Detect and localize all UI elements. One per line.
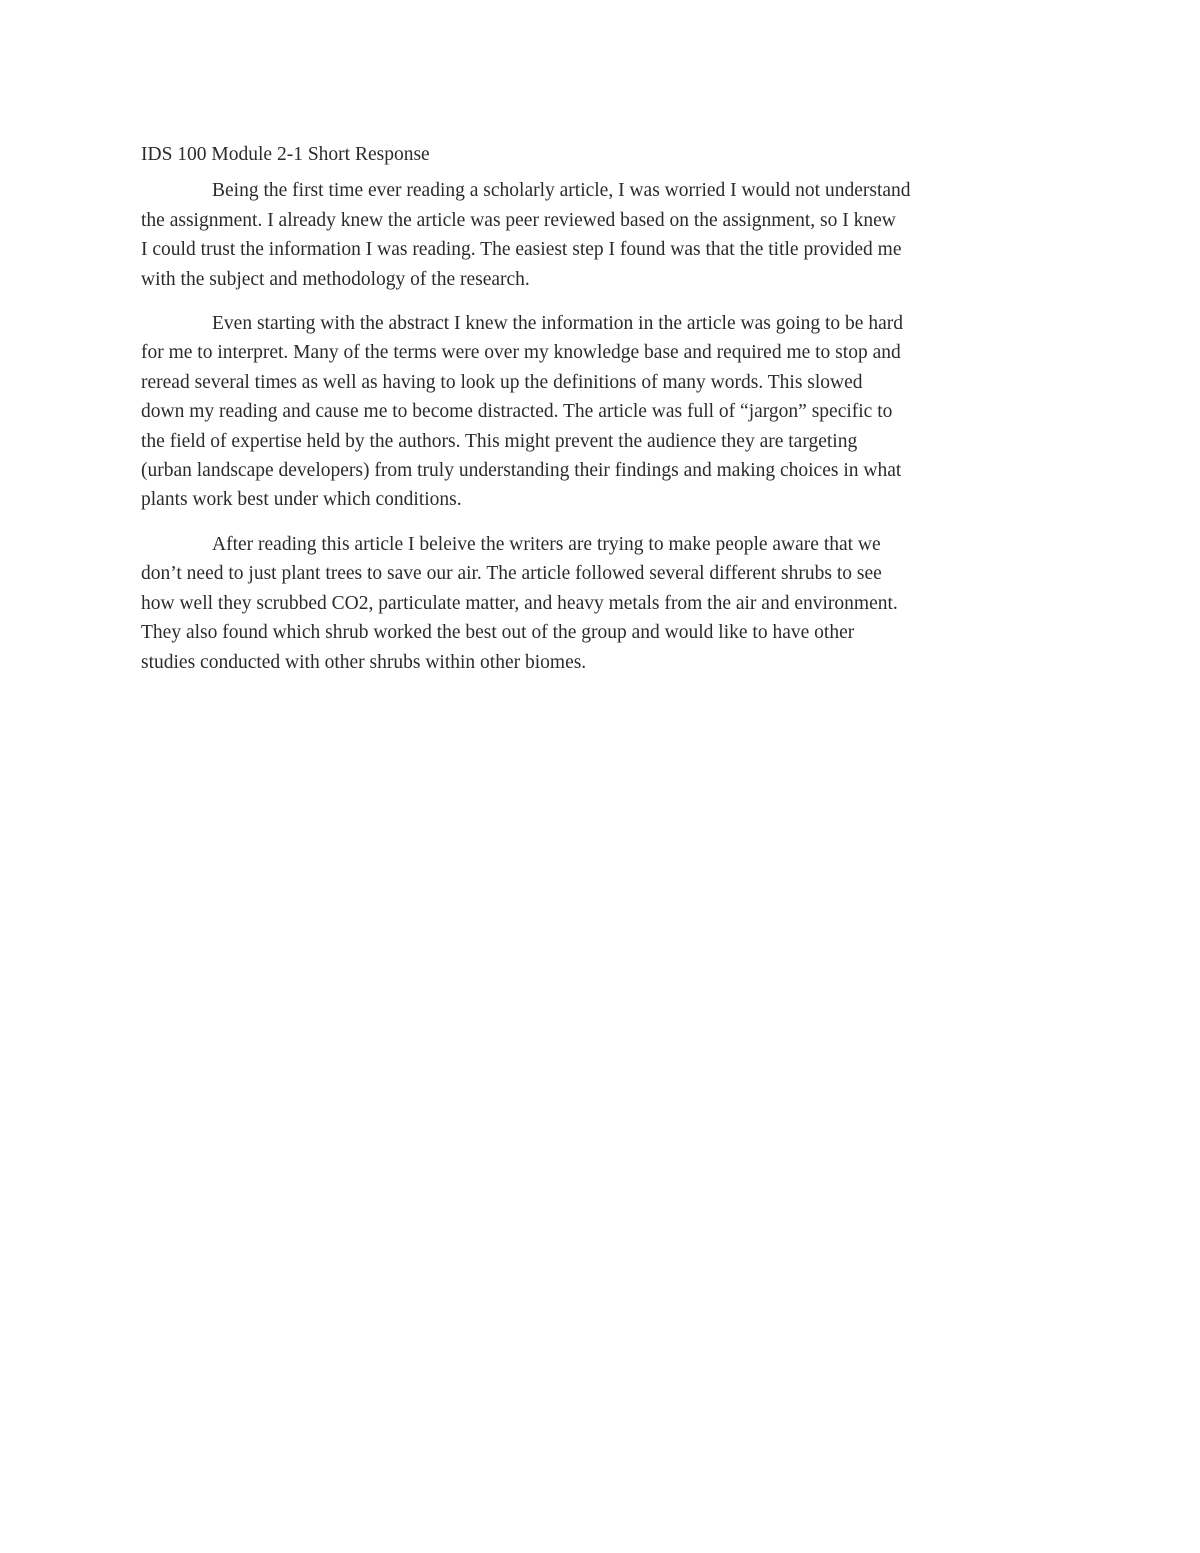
paragraph-3: After reading this article I beleive the writers are trying to make people aware that we don’t need to just plant trees to save our air. The article followed several different shrubs to see how well they scrubbed CO2, particulate matter, and heavy metals from the air and environment. They also found which shrub worked the best out of the group and would like to have other studies conducted with other shrubs within other biomes.: [141, 533, 898, 673]
document-title: IDS 100 Module 2-1 Short Response: [141, 144, 430, 165]
paragraph-1: Being the first time ever reading a scholarly article, I was worried I would not understand the assignment. I already knew the article was peer reviewed based on the assignment, so I knew I could trust the information I was reading. The easiest step I found was that the title provided me with the subject and methodology of the research.: [141, 180, 911, 290]
paragraph-2: Even starting with the abstract I knew the information in the article was going to be hard for me to interpret. Many of the terms were over my knowledge base and required me to stop and reread several times as well as having to look up the definitions of many words. This slowed down my reading and cause me to become distracted. The article was full of “jargon” specific to the field of expertise held by the authors. This might prevent the audience they are targeting (urban landscape developers) from truly understanding their findings and making choices in what plants work best under which conditions.: [141, 313, 903, 511]
document-body: [141, 140, 1061, 692]
